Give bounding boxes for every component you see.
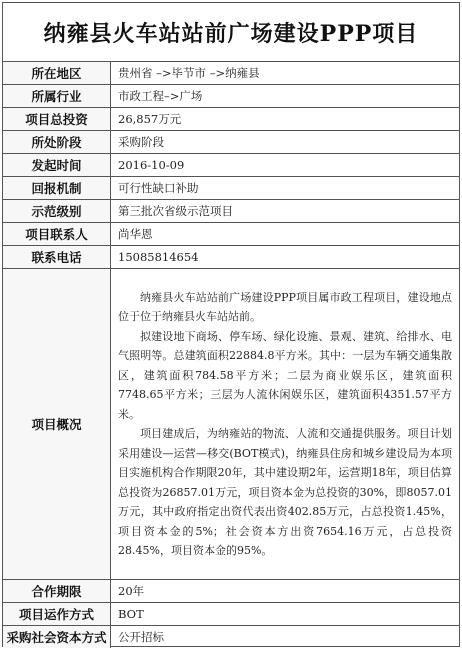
field-value: 公开招标 (118, 630, 164, 644)
row-contact-person (3, 223, 459, 246)
field-value: 采购阶段 (111, 131, 460, 154)
field-value: 第三批次省级示范项目 (111, 200, 460, 223)
field-value: 20年 (111, 580, 460, 603)
overview-paragraph: 拟建设地下商场、停车场、绿化设施、景观、建筑、给排水、电气照明等。总建筑面积22884.8平方米。其中：一层为车辆交通集散区，建筑面积784.58平方米；二层为商业娱乐区，建筑面积7748.65平方米；三层为人流休闲娱乐区，建筑面积4351.57平方米。 (118, 329, 452, 421)
project-info-table (3, 62, 459, 648)
row-return-mechanism (3, 177, 459, 200)
field-label: 发起时间 (3, 154, 111, 177)
page-title: 纳雍县火车站站前广场建设PPP项目 (3, 3, 459, 62)
field-label: 回报机制 (3, 177, 111, 200)
row-region (3, 62, 459, 85)
row-start-date (3, 154, 459, 177)
field-label: 合作期限 (3, 580, 111, 603)
row-operation-mode (3, 603, 459, 626)
field-label: 所处阶段 (3, 131, 111, 154)
row-contact-phone (3, 246, 459, 269)
overview-paragraph: 纳雍县火车站站前广场建设PPP项目属市政工程项目，建设地点位于位于纳雍县火车站站前。 (118, 290, 452, 323)
project-info-sheet (2, 2, 460, 647)
field-label: 项目运作方式 (3, 603, 111, 626)
field-value: BOT (111, 603, 460, 626)
field-value: 26,857万元 (111, 108, 460, 131)
field-value: 尚华恩 (111, 223, 460, 246)
field-label: 所属行业 (3, 85, 111, 108)
row-overview (3, 269, 459, 580)
field-label: 采购社会资本方式 (3, 626, 111, 649)
field-label: 所在地区 (3, 62, 111, 85)
row-procurement-method (3, 626, 459, 649)
field-value: 2016-10-09 (111, 154, 460, 177)
field-value: 市政工程–>广场 (111, 85, 460, 108)
overview-text (111, 269, 460, 580)
row-stage (3, 131, 459, 154)
field-value: 可行性缺口补助 (111, 177, 460, 200)
field-label: 项目联系人 (3, 223, 111, 246)
overview-paragraph: 项目建成后，为纳雍站的物流、人流和交通提供服务。项目计划采用建设—运营—移交(BOT模式)，纳雍县住房和城乡建设局为本项目实施机构合作期限20年，其中建设期2年，运营期18年，项目估算总投资为26857.01万元，项目资本金为总投资的30%，即8057.01万元，其中政府指定出资代表出资402.85万元，占总投资1.45%，项目资本金的5%；社会资本方出资7654.16万元，占总投资28.45%，项目资本金的95%。 (118, 427, 452, 557)
row-cooperation-term (3, 580, 459, 603)
row-industry (3, 85, 459, 108)
row-total-investment (3, 108, 459, 131)
field-value: 贵州省 –>毕节市 –>纳雍县 (111, 62, 460, 85)
field-label: 示范级别 (3, 200, 111, 223)
field-label: 项目总投资 (3, 108, 111, 131)
field-value: 15085814654 (111, 246, 460, 269)
row-demo-level (3, 200, 459, 223)
field-label: 项目概况 (3, 269, 111, 580)
field-label: 联系电话 (3, 246, 111, 269)
